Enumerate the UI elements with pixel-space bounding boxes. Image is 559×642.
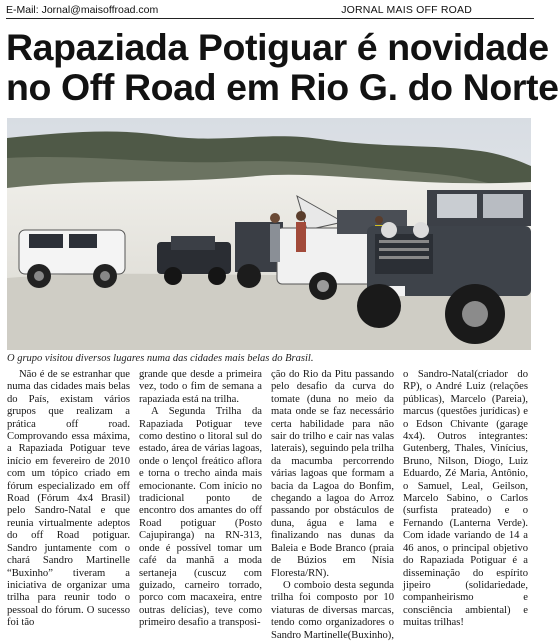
article-photo bbox=[7, 118, 531, 350]
header-email: E-Mail: Jornal@maisoffroad.com bbox=[6, 4, 159, 16]
article-paragraph: ção do Rio da Pitu passando pelo desafio da curva do tomate (duna no meio da mata onde se faz necessário certa habilidade para não sair do trilho e cair nas valas laterais), seguindo pela trilha da macumba percorrendo várias lagoas que formam a bacia da Lagoa do Bonfim, chegando a lagoa do Arroz passando por obstáculos de duna, água e lama e finalizando nas dunas da Baleia e Bode Branco (praia de Búzios em Nísia Floresta/RN). bbox=[271, 369, 394, 579]
article-column-4 bbox=[403, 369, 528, 629]
article-column-2 bbox=[139, 369, 262, 629]
headline-line-2: no Off Road em Rio G. do Norte bbox=[6, 66, 559, 108]
photo-caption: O grupo visitou diversos lugares numa das cidades mais belas do Brasil. bbox=[7, 353, 314, 364]
article-column-1 bbox=[7, 369, 130, 629]
article-paragraph: grande que desde a primeira vez, todo o fim de semana a rapaziada está na trilha. bbox=[139, 369, 262, 405]
article-headline bbox=[6, 26, 559, 108]
page-header bbox=[6, 3, 534, 19]
article-paragraph: Não é de se estranhar que numa das cidades mais belas do País, existam vários grupos que realizam a prática off road. Comprovando essa máxima, a Rapaziada Potiguar teve início em fevereiro de 2010 com um tópico criado em fórum especializado em off Road (Fórum 4x4 Brasil) pelo Sandro-Natal e que reunia virtualmente adeptos do off Road potiguar. Sandro juntamente com o chará Sandro Martinelle “Buxinho” tiveram a iniciativa de organizar uma trilha para reunir todo o pessoal do fórum. O sucesso foi tão bbox=[7, 369, 130, 629]
article-column-3 bbox=[271, 369, 394, 641]
article-paragraph: A Segunda Trilha da Rapaziada Potiguar teve como destino o litoral sul do estado, área de várias lagoas, onde o lençol freático aflora e torna o trecho ainda mais emocionante. Com início no tradicional ponto de encontro dos amantes do off Road potiguar (Posto Cajupiranga) na RN-313, onde é possível tomar um café da manhã a moda sertaneja (cuscuz com guizado, carneiro torrado, porco com macaxeira, entre outras delícias), teve como primeiro desafio a transposi- bbox=[139, 406, 262, 629]
header-masthead: JORNAL MAIS OFF ROAD bbox=[341, 4, 472, 16]
photo-scene bbox=[7, 118, 531, 350]
headline-line-1: Rapaziada Potiguar é novidade bbox=[6, 26, 549, 68]
article-paragraph: o Sandro-Natal(criador do RP), o André Luiz (relações públicas), Marcelo (Pareia), marcus (questões jurídicas) e o Edson Chivante (garage 4x4). Outros integrantes: Gutenberg, Thales, Vinícius, Bruno, Nilson, Diogo, Luiz Eduardo, Zé Maria, Antônio, o Samuel, Leal, Geilson, Marcelo Sabino, o Carlos (surfista prateado) e o Fernando (Lanterna Verde). Com idade variando de 14 a 46 anos, o principal objetivo do Rapaziada Potiguar é a disseminação do espírito jipeiro (solidariedade, companheirismo e consciência ambiental) e muitas trilhas! bbox=[403, 369, 528, 629]
article-paragraph: O comboio desta segunda trilha foi composto por 10 viaturas de diversas marcas, tendo como organizadores o Sandro Martinelle(Buxinho), bbox=[271, 579, 394, 641]
